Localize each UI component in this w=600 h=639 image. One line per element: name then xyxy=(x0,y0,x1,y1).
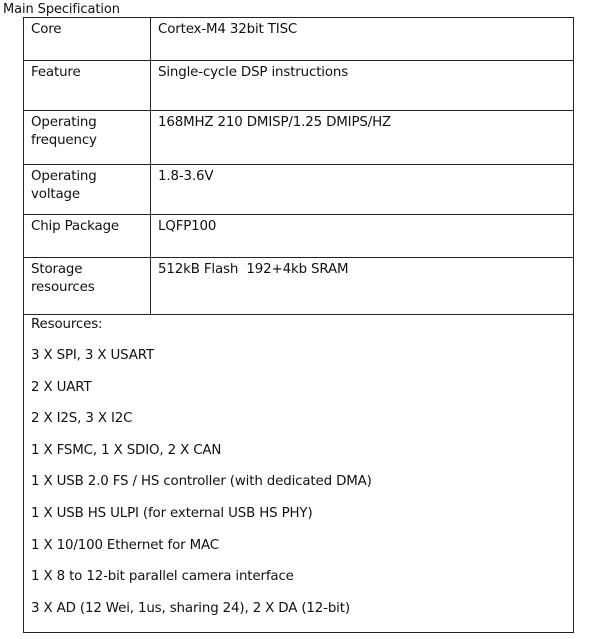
spec-table xyxy=(23,17,574,633)
spec-caption: Main Specification xyxy=(3,2,120,17)
spec-value-operating-voltage: 1.8-3.6V xyxy=(151,165,574,215)
resources-title: Resources: xyxy=(31,317,103,332)
spec-label-storage-resources: Storage resources xyxy=(24,258,151,315)
spec-row-operating-voltage xyxy=(24,165,574,215)
resource-item: 1 X FSMC, 1 X SDIO, 2 X CAN xyxy=(31,442,222,458)
resource-item: 1 X USB 2.0 FS / HS controller (with dedicated DMA) xyxy=(31,474,372,490)
spec-label-chip-package: Chip Package xyxy=(24,215,151,258)
resource-item: 1 X 10/100 Ethernet for MAC xyxy=(31,537,219,553)
spec-label-operating-voltage: Operating voltage xyxy=(24,165,151,215)
spec-row-resources xyxy=(24,315,574,633)
spec-row-storage-resources xyxy=(24,258,574,315)
resource-item: 3 X AD (12 Wei, 1us, sharing 24), 2 X DA (12-bit) xyxy=(31,600,350,616)
resource-item: 1 X 8 to 12-bit parallel camera interface xyxy=(31,569,294,585)
spec-value-chip-package: LQFP100 xyxy=(151,215,574,258)
resources-cell xyxy=(24,315,574,633)
spec-row-core xyxy=(24,18,574,61)
resource-item: 1 X USB HS ULPI (for external USB HS PHY) xyxy=(31,505,313,521)
spec-value-storage-resources: 512kB Flash 192+4kb SRAM xyxy=(151,258,574,315)
spec-value-operating-frequency: 168MHZ 210 DMISP/1.25 DMIPS/HZ xyxy=(151,111,574,165)
resource-item: 2 X I2S, 3 X I2C xyxy=(31,411,133,427)
spec-value-core: Cortex-M4 32bit TISC xyxy=(151,18,574,61)
resource-item: 2 X UART xyxy=(31,379,92,395)
spec-label-operating-frequency: Operating frequency xyxy=(24,111,151,165)
spec-label-feature: Feature xyxy=(24,61,151,111)
spec-row-operating-frequency xyxy=(24,111,574,165)
spec-value-feature: Single-cycle DSP instructions xyxy=(151,61,574,111)
resource-item: 3 X SPI, 3 X USART xyxy=(31,348,154,363)
spec-label-core: Core xyxy=(24,18,151,61)
spec-row-feature xyxy=(24,61,574,111)
spec-row-chip-package xyxy=(24,215,574,258)
